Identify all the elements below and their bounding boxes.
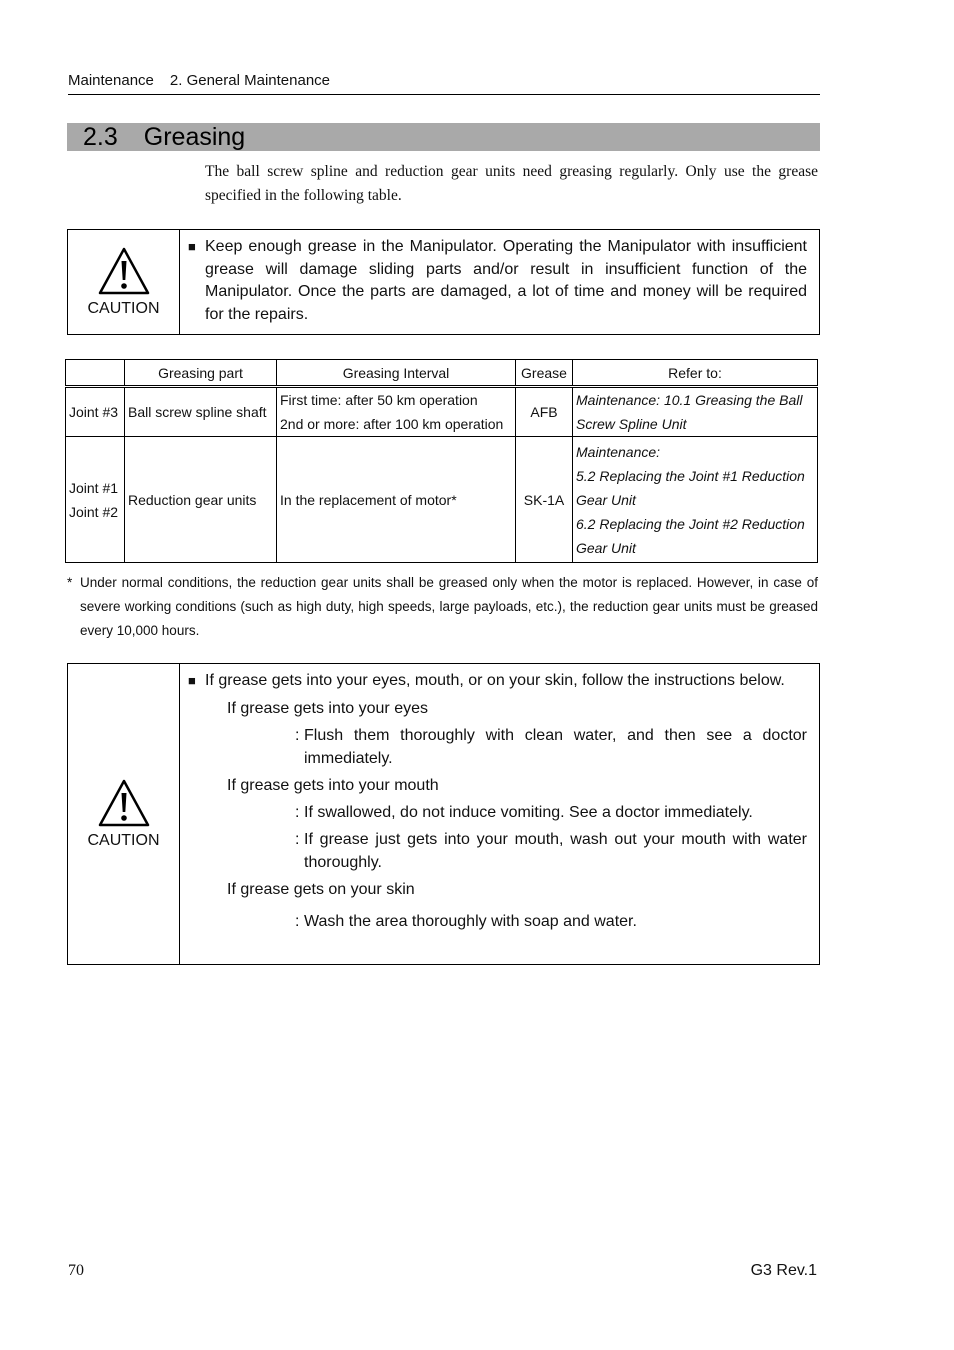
section-heading-bar: [67, 123, 820, 151]
reference-cell: [573, 437, 818, 563]
reference-line: Gear Unit: [576, 539, 636, 556]
part-cell: Ball screw spline shaft: [125, 387, 277, 437]
interval-line: First time: after 50 km operation: [280, 392, 478, 408]
header-greasing-interval: Greasing Interval: [277, 360, 516, 387]
section-title: [83, 123, 245, 151]
joint-line: Joint #2: [69, 503, 119, 520]
reference-line: 5.2 Replacing the Joint #1 Reduction: [576, 467, 805, 484]
caution-icon-cell: [68, 664, 180, 964]
footnote-mark: *: [67, 575, 73, 590]
mouth-action: If swallowed, do not induce vomiting. See a doctor immediately.: [304, 803, 753, 821]
caution-text-cell: [180, 664, 819, 964]
joint-cell: Joint #3: [66, 387, 125, 437]
running-header: [68, 72, 820, 95]
table-footnote: [67, 571, 818, 643]
header-section: Maintenance: [68, 72, 154, 89]
skin-heading: If grease gets on your skin: [227, 880, 415, 898]
table-header-row: [66, 360, 818, 387]
header-greasing-part: Greasing part: [125, 360, 277, 387]
joint-cell: [66, 437, 125, 563]
footnote-text: Under normal conditions, the reduction gear units shall be greased only when the motor is replaced. However, in case of severe working conditions (such as high duty, high speeds, large payloads, etc.), the reduction gear units must be greased every 10,000 hours.: [80, 575, 818, 638]
skin-instruction: : Wash the area thoroughly with soap and water.: [295, 910, 807, 933]
joint-line: Joint #1: [69, 479, 119, 496]
eyes-action: Flush them thoroughly with clean water, and then see a doctor immediately.: [304, 726, 807, 767]
mouth-instruction-2: : If grease just gets into your mouth, wash out your mouth with water thoroughly.: [295, 828, 807, 874]
interval-cell: [277, 387, 516, 437]
mouth-heading: If grease gets into your mouth: [227, 776, 439, 794]
grease-cell: SK-1A: [516, 437, 573, 563]
mouth-instruction-1: : If swallowed, do not induce vomiting. See a doctor immediately.: [295, 801, 807, 824]
caution-box-grease-contact: [67, 663, 820, 965]
reference-line: Maintenance: 10.1 Greasing the Ball: [576, 392, 803, 408]
greasing-table: [65, 359, 818, 563]
caution-box-grease-level: [67, 229, 820, 335]
grease-cell: AFB: [516, 387, 573, 437]
mouth-action: If grease just gets into your mouth, wash out your mouth with water thoroughly.: [304, 830, 807, 871]
interval-cell: In the replacement of motor*: [277, 437, 516, 563]
interval-line: 2nd or more: after 100 km operation: [280, 416, 504, 432]
reference-line: Gear Unit: [576, 491, 636, 508]
reference-cell: [573, 387, 818, 437]
skin-action: Wash the area thoroughly with soap and water.: [304, 912, 637, 930]
header-grease: Grease: [516, 360, 573, 387]
caution-text-cell: [180, 230, 819, 334]
reference-line: 6.2 Replacing the Joint #2 Reduction: [576, 515, 805, 532]
eyes-heading: If grease gets into your eyes: [227, 699, 428, 717]
section-number: 2.3: [83, 123, 118, 151]
header-blank: [66, 360, 125, 387]
square-bullet-icon: ■: [188, 673, 196, 688]
eyes-instruction: : Flush them thoroughly with clean water, and then see a doctor immediately.: [295, 724, 807, 770]
warning-triangle-icon: [97, 246, 151, 296]
caution-label: CAUTION: [87, 300, 160, 317]
page-number: 70: [68, 1262, 84, 1279]
caution-text: Keep enough grease in the Manipulator. Operating the Manipulator with insufficient grease will damage sliding parts and/or result in insufficient function of the Manipulator. Once the parts are damaged, a lot of time and money will be required for the repairs.: [205, 238, 807, 323]
reference-line: Screw Spline Unit: [576, 416, 687, 432]
intro-paragraph: The ball screw spline and reduction gear units need greasing regularly. Only use the grease specified in the following table.: [205, 163, 818, 204]
table-row: [66, 387, 818, 437]
caution-icon-cell: [68, 230, 180, 334]
table-row: [66, 437, 818, 563]
revision-label: G3 Rev.1: [750, 1262, 817, 1279]
caution-intro: If grease gets into your eyes, mouth, or on your skin, follow the instructions below.: [205, 672, 785, 689]
section-title-text: Greasing: [143, 123, 246, 151]
header-refer-to: Refer to:: [573, 360, 818, 387]
warning-triangle-icon: [97, 778, 151, 828]
part-cell: Reduction gear units: [125, 437, 277, 563]
reference-line: Maintenance:: [576, 443, 661, 460]
square-bullet-icon: ■: [188, 239, 196, 254]
header-chapter: 2. General Maintenance: [169, 72, 331, 89]
caution-label: CAUTION: [87, 832, 160, 849]
